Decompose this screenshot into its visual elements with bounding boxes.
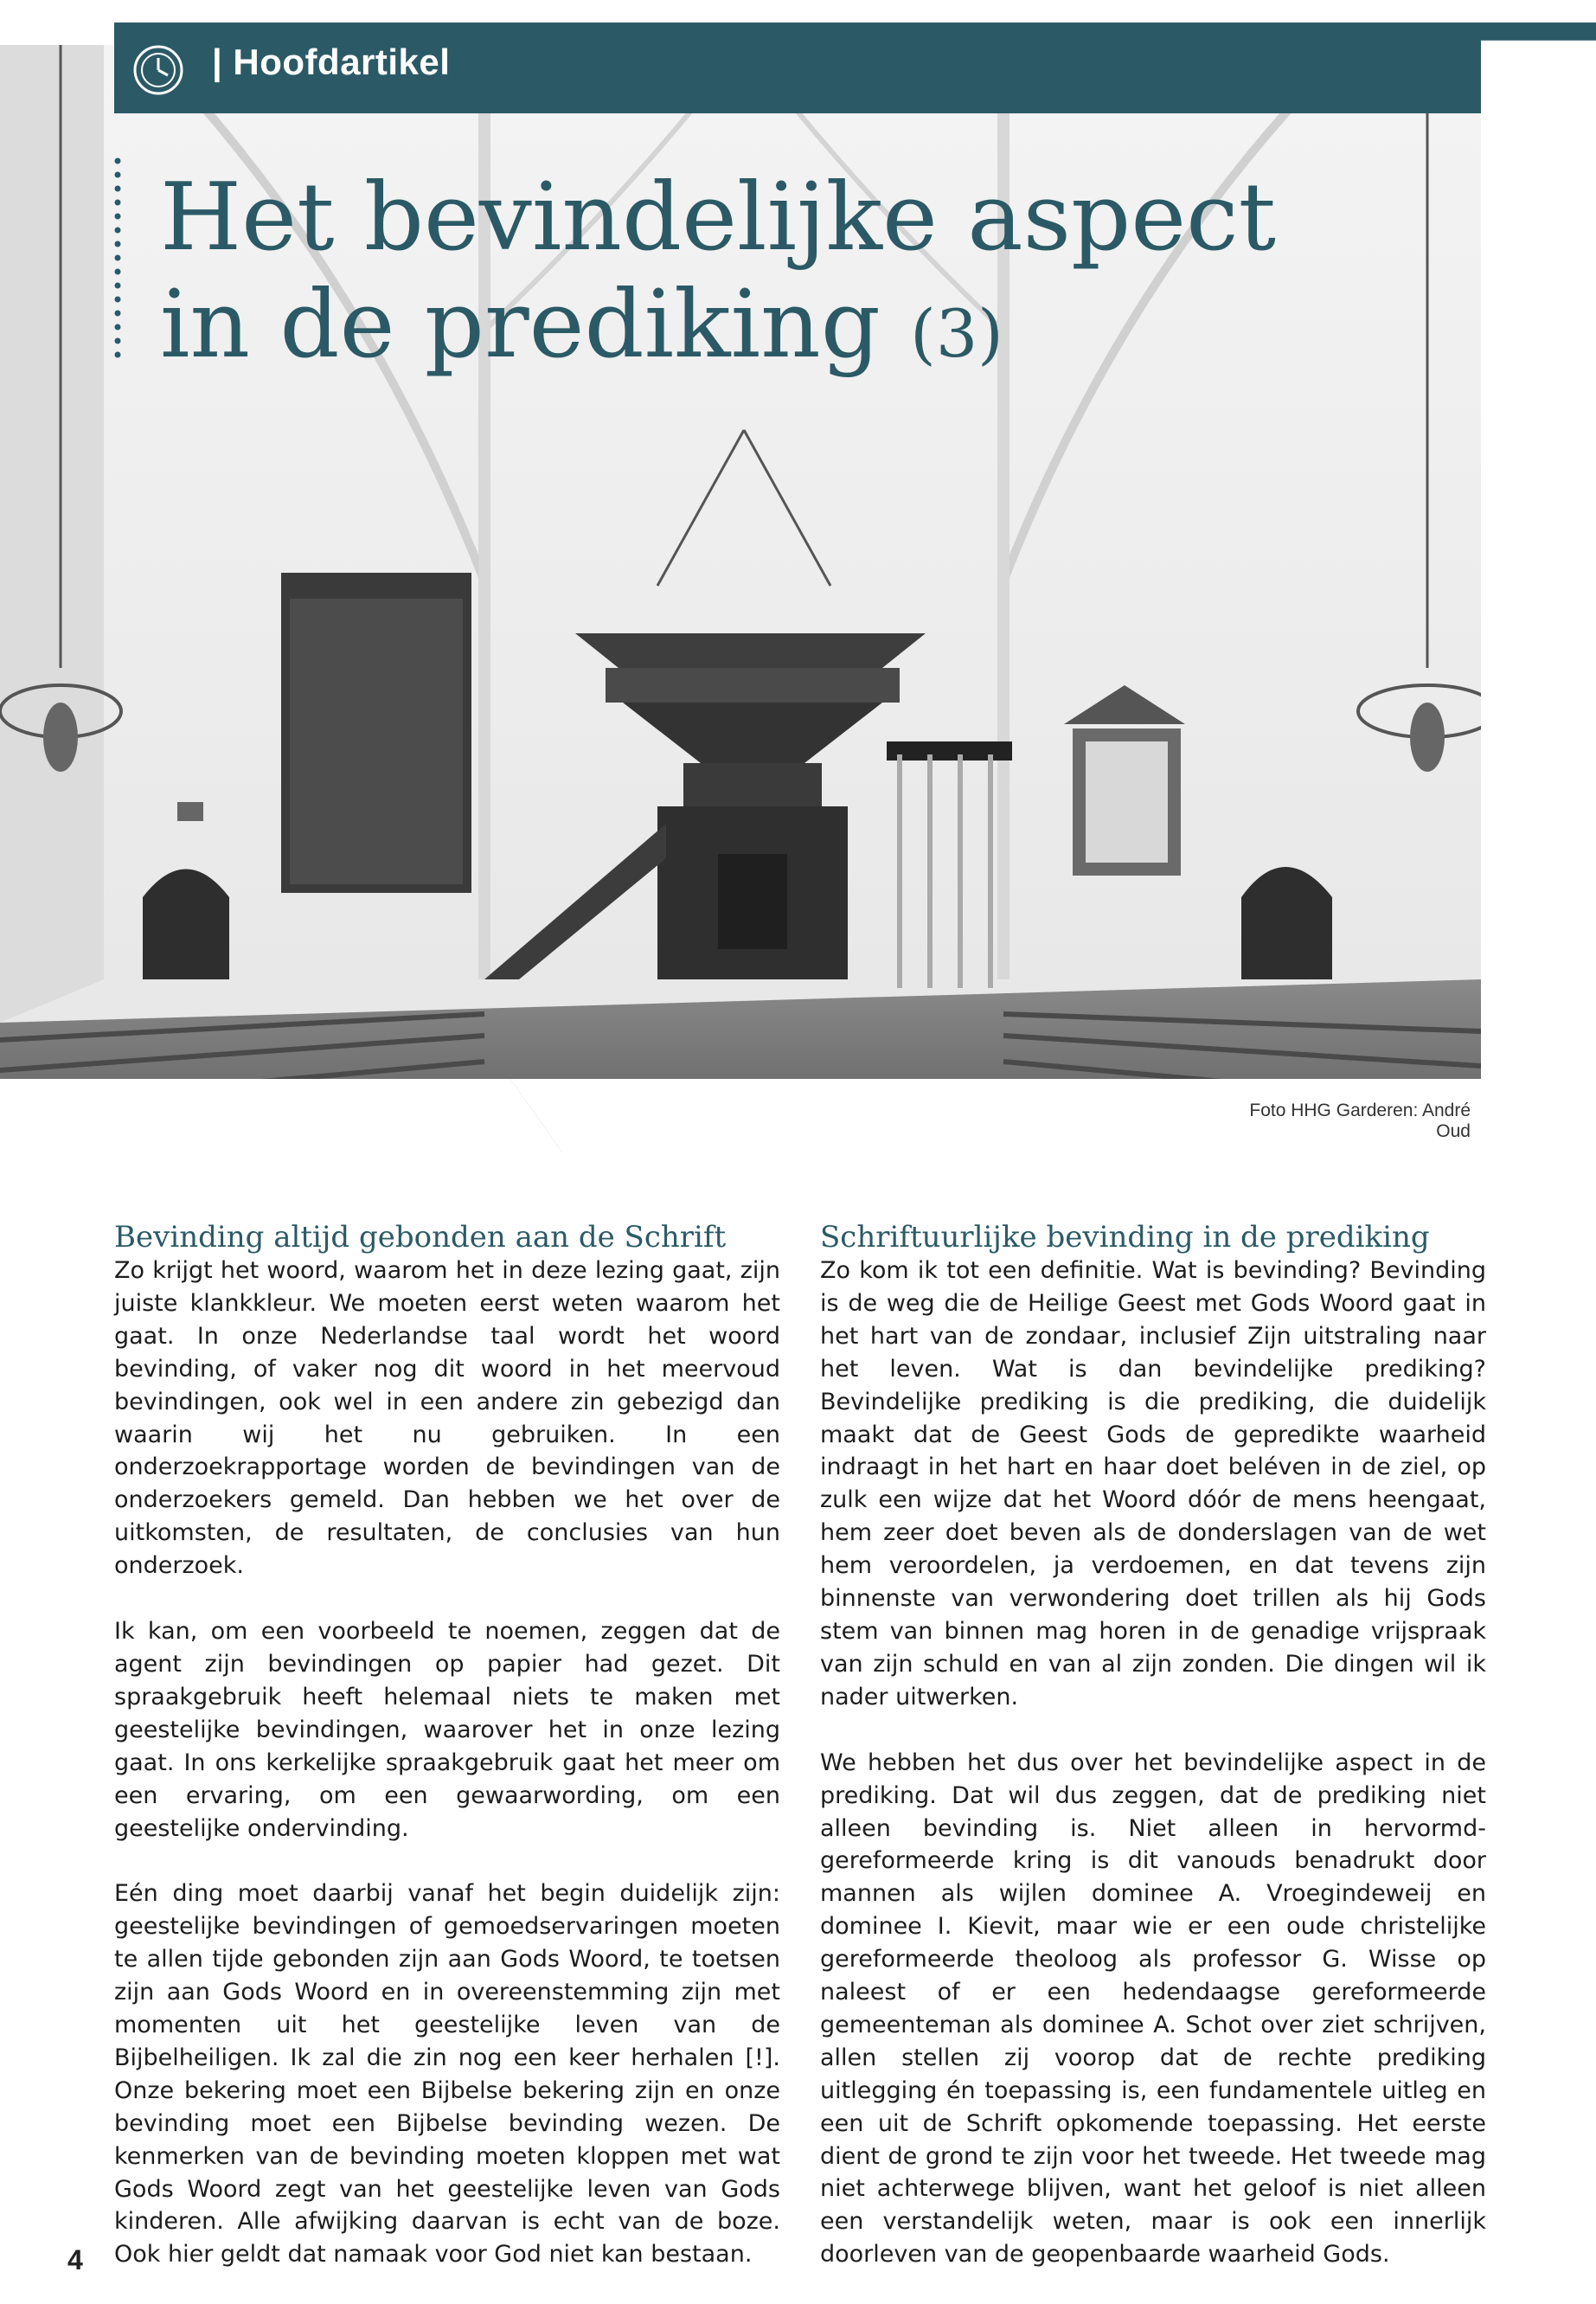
right-paragraph-1: Zo kom ik tot een definitie. Wat is bevinding? Bevinding is de weg die de Heilige Geest met Gods Woord gaat in het hart van de zondaar, inclusief Zijn uitstraling naar het leven. Wat is dan bevindelijke prediking? Bevindelijke prediking is die prediking, die duidelijk maakt dat de Geest Gods de gepredikte waarheid indraagt in het hart en haar doet beléven in de ziel, op zulk een wijze dat het Woord dóór de mens heengaat, hem zeer doet beven als de donderslagen van de wet hem veroordelen, ja verdoemen, en dat tevens zijn binnenste van verwondering doet trillen als hij Gods stem van binnen mag horen in de genadige vrijspraak van zijn schuld en van al zijn zonden. Die dingen wil ik nader uitwerken. (820, 1257, 1486, 1710)
photo-caption: Foto HHG Garderen: André Oud (1249, 1101, 1471, 1141)
dotted-rule (114, 157, 121, 365)
left-paragraph-1: Zo krijgt het woord, waarom het in deze lezing gaat, zijn juiste klankkleur. We moeten eerst weten waarom het gaat. In onze Nederlandse taal wordt het woord bevinding, of vaker nog dit woord in het meervoud bevindingen, ook wel in een andere zin gebezigd dan waarin wij het nu gebruiken. In een onderzoekrapportage worden de bevindingen van de onderzoekers gemeld. Dan hebben we het over de uitkomsten, de resultaten, de conclusies van hun onderzoek. (114, 1257, 780, 1580)
left-column (114, 1218, 780, 2304)
clock-icon (131, 43, 185, 97)
left-heading: Bevinding altijd gebonden aan de Schrift (114, 1220, 727, 1255)
title-line-1: Het bevindelijke aspect (160, 164, 1277, 272)
page-number: 4 (67, 2244, 83, 2275)
article-title (160, 164, 1276, 388)
right-column (820, 1218, 1486, 2304)
title-part-number: (3) (910, 295, 1003, 372)
section-label: | Hoofdartikel (212, 42, 451, 82)
left-paragraph-3: Eén ding moet daarbij vanaf het begin duidelijk zijn: geestelijke bevindingen of gemoedservaringen moeten te allen tijde gebonden zijn aan Gods Woord, te toetsen zijn aan Gods Woord en in overeenstemming zijn met momenten uit het geestelijke leven van de Bijbelheiligen. Ik zal die zin nog een keer herhalen [!]. Onze bekering moet een Bijbelse bekering zijn en onze bevinding moet een Bijbelse bevinding wezen. De kenmerken van de bevinding moeten kloppen met wat Gods Woord zegt van het geestelijke leven van Gods kinderen. Alle afwijking daarvan is echt van de boze. Ook hier geldt dat namaak voor God niet kan bestaan. (114, 1880, 780, 2269)
right-paragraph-2: We hebben het dus over het bevindelijke aspect in de prediking. Dat wil dus zeggen, dat de prediking niet alleen bevinding is. Niet alleen in hervormd-gereformeerde kring is dit vanouds benadrukt door mannen als wijlen dominee A. Vroegindeweij en dominee I. Kievit, maar wie er een oude christelijke gereformeerde theoloog als professor G. Wisse op naleest of er een hedendaagse gereformeerde gemeenteman als dominee A. Schot over ziet schrijven, allen stellen zij voorop dat de rechte prediking uitlegging én toepassing is, een fundamentele uitleg en een uit de Schrift opkomende toepassing. Het eerste dient de grond te zijn voor het tweede. Het tweede mag niet achterwege blijven, want het geloof is niet alleen een verstandelijk weten, maar is ook een innerlijk doorleven van de geopenbaarde waarheid Gods. (820, 1749, 1486, 2269)
title-line-2 (160, 272, 1276, 388)
left-paragraph-2: Ik kan, om een voorbeeld te noemen, zeggen dat de agent zijn bevindingen op papier had gezet. Dit spraakgebruik heeft helemaal niets te maken met geestelijke bevindingen, waarover het in onze lezing gaat. In ons kerkelijke spraakgebruik gaat het meer om een ervaring, om een gewaarwording, om een geestelijke ondervinding. (114, 1618, 780, 1842)
right-heading: Schriftuurlijke bevinding in de prediking (820, 1220, 1430, 1255)
title-line-2-text: in de prediking (160, 271, 911, 379)
